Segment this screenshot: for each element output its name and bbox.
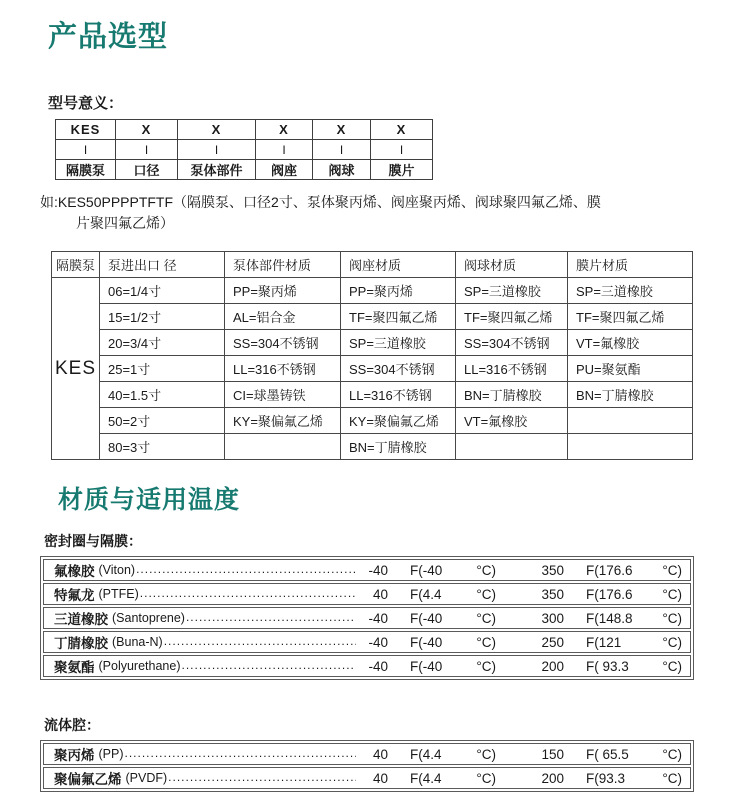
cell: 15=1/2寸 — [100, 304, 225, 330]
material-name: 三道橡胶 — [54, 612, 108, 627]
low-temp-f: 40 — [372, 770, 388, 786]
header-cell: 阀球材质 — [456, 252, 568, 278]
leader-dots — [168, 771, 356, 786]
cell: SP=三道橡胶 — [568, 278, 693, 304]
cell: KY=聚偏氟乙烯 — [341, 408, 456, 434]
high-temp-f: 300 — [541, 610, 564, 626]
high-temp-c-unit: °C) — [662, 746, 682, 762]
high-temp-f: 150 — [541, 746, 564, 762]
material-name-en: (PVDF) — [125, 771, 168, 785]
high-temp-c — [586, 587, 682, 602]
material-name-en: (Viton) — [98, 563, 136, 577]
cell: 06=1/4寸 — [100, 278, 225, 304]
material-name: 聚氨酯 — [54, 660, 95, 675]
seal-diaphragm-label: 密封圈与隔膜： — [44, 533, 142, 549]
cell: I — [256, 140, 313, 160]
low-temp-c-value: F(-40 — [410, 562, 443, 578]
low-temp-f: -40 — [368, 658, 388, 674]
material-name: 聚偏氟乙烯 — [54, 772, 122, 787]
low-temp-c-unit: °C) — [476, 610, 496, 626]
low-temp-c — [410, 659, 496, 674]
high-temp-c — [586, 611, 682, 626]
header-cell: 阀座材质 — [341, 252, 456, 278]
table-row — [43, 743, 691, 765]
fluid-temperature-table — [40, 740, 694, 792]
cell: BN=丁腈橡胶 — [341, 434, 456, 460]
high-temp-c-unit: °C) — [662, 770, 682, 786]
series-cell: KES — [52, 278, 100, 460]
table-row — [43, 631, 691, 653]
low-temp-f: 40 — [372, 746, 388, 762]
cell: LL=316不锈钢 — [225, 356, 341, 382]
cell: X — [178, 120, 256, 140]
cell: 膜片 — [371, 160, 433, 180]
low-temp-c-value: F(-40 — [410, 634, 443, 650]
leader-dots — [182, 659, 357, 674]
high-temp-f: 200 — [541, 658, 564, 674]
table-row — [52, 304, 693, 330]
cell: KES — [56, 120, 116, 140]
cell: VT=氟橡胶 — [456, 408, 568, 434]
cell: BN=丁腈橡胶 — [456, 382, 568, 408]
low-temp-f: -40 — [368, 610, 388, 626]
example-line: 片聚四氟乙烯） — [76, 215, 174, 231]
cell: 口径 — [116, 160, 178, 180]
leader-dots — [136, 563, 356, 578]
cell: 隔膜泵 — [56, 160, 116, 180]
cell — [225, 434, 341, 460]
table-row — [52, 382, 693, 408]
cell: 阀座 — [256, 160, 313, 180]
table-row — [43, 607, 691, 629]
cell: I — [371, 140, 433, 160]
high-temp-c-unit: °C) — [662, 634, 682, 650]
low-temp-c-unit: °C) — [476, 746, 496, 762]
cell: 阀球 — [313, 160, 371, 180]
page-title: 产品选型 — [48, 21, 169, 53]
low-temp-f: -40 — [368, 634, 388, 650]
cell — [568, 434, 693, 460]
low-temp-c — [410, 563, 496, 578]
table-row — [52, 356, 693, 382]
low-temp-c — [410, 611, 496, 626]
high-temp-c-unit: °C) — [662, 586, 682, 602]
header-cell: 隔膜泵 — [52, 252, 100, 278]
cell: TF=聚四氟乙烯 — [341, 304, 456, 330]
high-temp-f: 200 — [541, 770, 564, 786]
table-row — [43, 655, 691, 677]
cell: 80=3寸 — [100, 434, 225, 460]
cell: LL=316不锈钢 — [341, 382, 456, 408]
low-temp-c-value: F(4.4 — [410, 770, 442, 786]
material-name-en: (Santoprene) — [112, 611, 185, 625]
cell: 20=3/4寸 — [100, 330, 225, 356]
header-cell: 泵体部件材质 — [225, 252, 341, 278]
example-line: 如:KES50PPPPTFTF（隔膜泵、口径2寸、泵体聚丙烯、阀座聚丙烯、阀球聚四氟乙烯、膜 — [40, 194, 601, 210]
leader-dots — [186, 611, 356, 626]
cell: X — [256, 120, 313, 140]
high-temp-c-value: F(176.6 — [586, 586, 633, 602]
high-temp-c — [586, 659, 682, 674]
cell: X — [371, 120, 433, 140]
cell — [456, 434, 568, 460]
high-temp-f: 350 — [541, 562, 564, 578]
high-temp-f: 350 — [541, 586, 564, 602]
low-temp-c-value: F(-40 — [410, 658, 443, 674]
cell: BN=丁腈橡胶 — [568, 382, 693, 408]
low-temp-c — [410, 587, 496, 602]
leader-dots — [125, 747, 357, 762]
leader-dots — [140, 587, 356, 602]
low-temp-f: 40 — [372, 586, 388, 602]
high-temp-c-value: F( 93.3 — [586, 658, 629, 674]
high-temp-c — [586, 771, 682, 786]
cell: PP=聚丙烯 — [341, 278, 456, 304]
low-temp-c — [410, 747, 496, 762]
low-temp-c-unit: °C) — [476, 562, 496, 578]
high-temp-c-value: F(93.3 — [586, 770, 626, 786]
cell: SP=三道橡胶 — [341, 330, 456, 356]
cell: 50=2寸 — [100, 408, 225, 434]
high-temp-c-value: F(176.6 — [586, 562, 633, 578]
model-example — [40, 192, 750, 234]
cell: KY=聚偏氟乙烯 — [225, 408, 341, 434]
cell: X — [313, 120, 371, 140]
model-code-table — [55, 119, 433, 180]
cell — [568, 408, 693, 434]
low-temp-c — [410, 635, 496, 650]
low-temp-c-value: F(-40 — [410, 610, 443, 626]
high-temp-c-unit: °C) — [662, 610, 682, 626]
cell: VT=氟橡胶 — [568, 330, 693, 356]
cell: TF=聚四氟乙烯 — [568, 304, 693, 330]
material-name: 特氟龙 — [54, 588, 95, 603]
cell: I — [313, 140, 371, 160]
material-name-en: (Buna-N) — [112, 635, 163, 649]
cell: X — [116, 120, 178, 140]
cell: 25=1寸 — [100, 356, 225, 382]
material-name-en: (Polyurethane) — [98, 659, 181, 673]
table-row — [52, 330, 693, 356]
high-temp-c-unit: °C) — [662, 658, 682, 674]
high-temp-c-unit: °C) — [662, 562, 682, 578]
material-name: 丁腈橡胶 — [54, 636, 108, 651]
low-temp-c-unit: °C) — [476, 586, 496, 602]
cell: I — [56, 140, 116, 160]
seal-temperature-table — [40, 556, 694, 680]
table-row — [43, 583, 691, 605]
header-cell: 泵进出口 径 — [100, 252, 225, 278]
low-temp-c-value: F(4.4 — [410, 586, 442, 602]
cell: SP=三道橡胶 — [456, 278, 568, 304]
material-selector-table — [51, 251, 693, 460]
table-row — [52, 278, 693, 304]
cell: LL=316不锈钢 — [456, 356, 568, 382]
high-temp-c — [586, 563, 682, 578]
cell: TF=聚四氟乙烯 — [456, 304, 568, 330]
cell: I — [116, 140, 178, 160]
table-row — [56, 140, 433, 160]
section-title-materials-temperature: 材质与适用温度 — [58, 486, 241, 514]
cell: SS=304不锈钢 — [341, 356, 456, 382]
material-name-en: (PTFE) — [98, 587, 139, 601]
high-temp-c — [586, 635, 682, 650]
low-temp-c-unit: °C) — [476, 634, 496, 650]
cell: SS=304不锈钢 — [225, 330, 341, 356]
cell: 泵体部件 — [178, 160, 256, 180]
model-meaning-label: 型号意义： — [48, 95, 124, 112]
high-temp-c-value: F( 65.5 — [586, 746, 629, 762]
material-name: 氟橡胶 — [54, 564, 95, 579]
table-header-row — [52, 252, 693, 278]
high-temp-c-value: F(148.8 — [586, 610, 633, 626]
leader-dots — [164, 635, 356, 650]
high-temp-f: 250 — [541, 634, 564, 650]
material-name-en: (PP) — [98, 747, 124, 761]
low-temp-c-value: F(4.4 — [410, 746, 442, 762]
low-temp-c-unit: °C) — [476, 770, 496, 786]
cell: PU=聚氨酯 — [568, 356, 693, 382]
low-temp-f: -40 — [368, 562, 388, 578]
table-row — [56, 160, 433, 180]
cell: SS=304不锈钢 — [456, 330, 568, 356]
cell: I — [178, 140, 256, 160]
high-temp-c — [586, 747, 682, 762]
fluid-chamber-label: 流体腔： — [44, 717, 100, 733]
table-row — [56, 120, 433, 140]
cell: AL=铝合金 — [225, 304, 341, 330]
low-temp-c — [410, 771, 496, 786]
table-row — [52, 434, 693, 460]
material-name: 聚丙烯 — [54, 748, 95, 763]
table-row — [43, 559, 691, 581]
table-row — [43, 767, 691, 789]
header-cell: 膜片材质 — [568, 252, 693, 278]
cell: CI=球墨铸铁 — [225, 382, 341, 408]
table-row — [52, 408, 693, 434]
low-temp-c-unit: °C) — [476, 658, 496, 674]
cell: 40=1.5寸 — [100, 382, 225, 408]
high-temp-c-value: F(121 — [586, 634, 622, 650]
cell: PP=聚丙烯 — [225, 278, 341, 304]
